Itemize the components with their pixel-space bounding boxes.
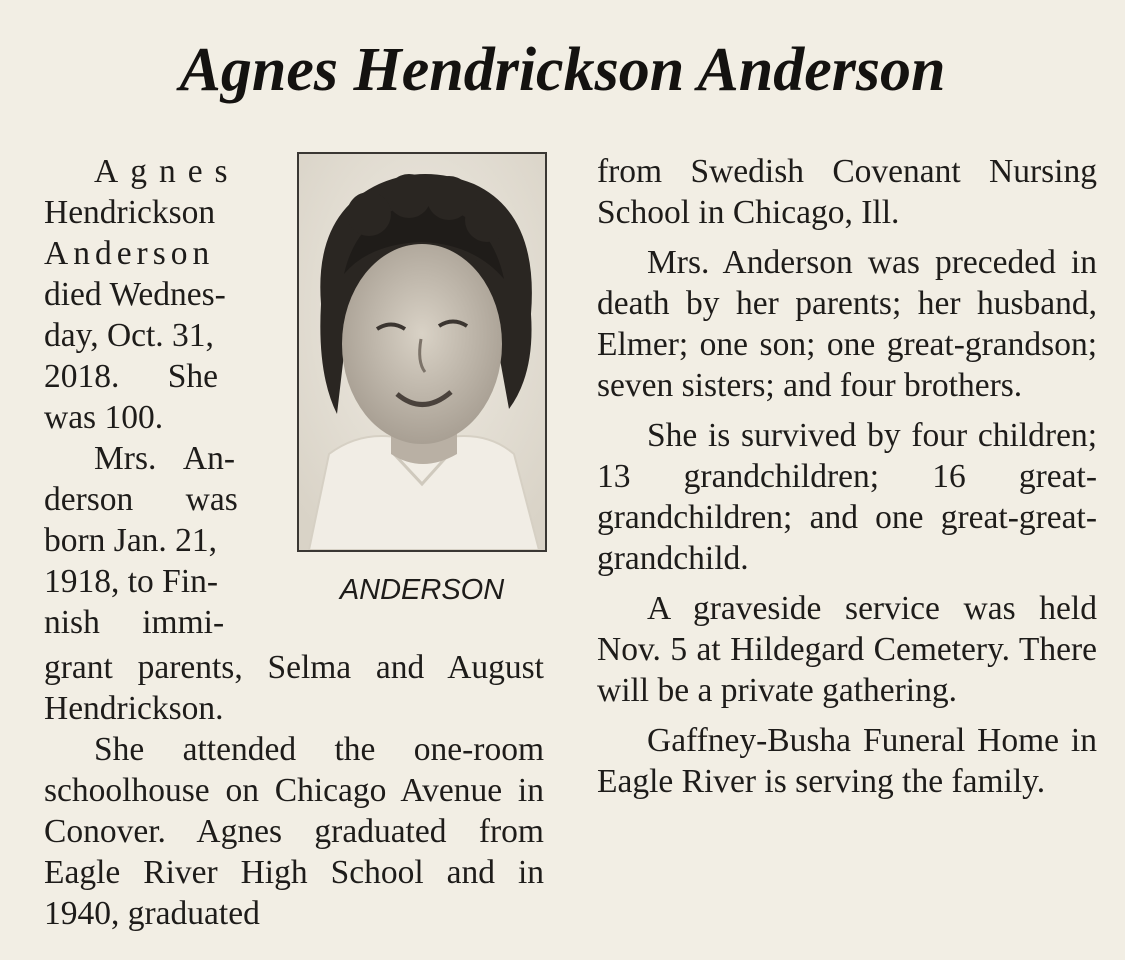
text-line: was 100.: [44, 399, 164, 436]
text-line: Mrs. An-: [94, 440, 235, 477]
right-column: [597, 151, 1097, 811]
text-line: derson was: [44, 481, 238, 518]
portrait-photo: [297, 152, 547, 552]
text-line: Hendrickson: [44, 194, 216, 231]
text-line: born Jan. 21,: [44, 522, 218, 559]
text-line: day, Oct. 31,: [44, 317, 214, 354]
headline: Agnes Hendrickson Anderson: [179, 36, 946, 104]
paragraph: She is survived by four children; 13 grandchildren; 16 great-grandchildren; and one great-great-grandchild.: [597, 417, 1097, 577]
paragraph: She attended the one-room schoolhouse on Chicago Avenue in Conover. Agnes graduated from Eagle River High School and in 1940, graduated: [44, 731, 544, 932]
paragraph: Mrs. Anderson was preceded in death by her parents; her husband, Elmer; one son; one great-grandson; seven sisters; and four brothers.: [597, 244, 1097, 404]
left-column-bottom: [44, 647, 544, 934]
text-line: died Wednes-: [44, 276, 226, 313]
text-line: nish immi-: [44, 604, 225, 641]
paragraph: A graveside service was held Nov. 5 at Hildegard Cemetery. There will be a private gathering.: [597, 590, 1097, 709]
paragraph: grant parents, Selma and August Hendrickson.: [44, 649, 544, 727]
text-line: 1918, to Fin-: [44, 563, 219, 600]
paragraph: Gaffney-Busha Funeral Home in Eagle River is serving the family.: [597, 722, 1097, 800]
text-line: Anderson: [44, 235, 215, 272]
photo-caption: ANDERSON: [339, 574, 505, 606]
left-column-top: [44, 151, 272, 643]
portrait-image: [299, 154, 545, 550]
text-line: 2018. She: [44, 358, 218, 395]
text-line: Agnes: [94, 153, 240, 190]
paragraph: from Swedish Covenant Nursing School in Chicago, Ill.: [597, 153, 1097, 231]
